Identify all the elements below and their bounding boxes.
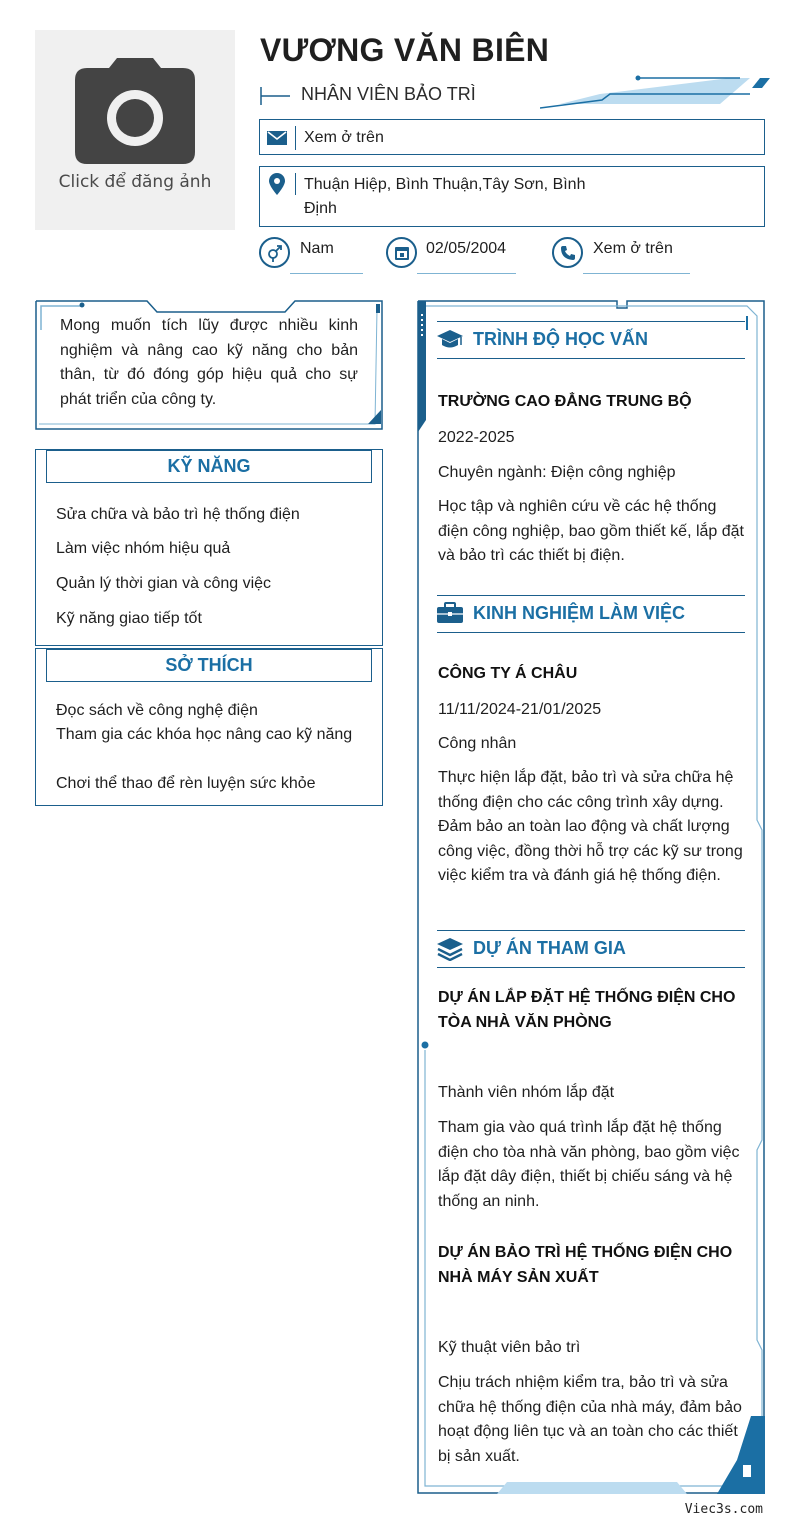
hobby-item: Đọc sách về công nghệ điện bbox=[56, 702, 258, 719]
photo-placeholder[interactable] bbox=[35, 30, 235, 230]
camera-icon bbox=[75, 58, 195, 164]
experience-position: Công nhân bbox=[438, 735, 517, 752]
graduation-cap-icon bbox=[437, 328, 463, 350]
map-pin-icon bbox=[269, 173, 285, 195]
objective-box bbox=[35, 300, 383, 430]
experience-heading bbox=[437, 595, 745, 633]
calendar-icon bbox=[386, 237, 417, 268]
experience-description: Thực hiện lắp đặt, bảo trì và sửa chữa hệ thống điện cho các công trình xây dựng. Đảm bảo an toàn lao động và chất lượng công việc, đồng thời hỗ trợ các kỹ sư trong việc kiểm tra và đánh giá hệ thống điện. bbox=[438, 769, 743, 885]
education-title: TRÌNH ĐỘ HỌC VẤN bbox=[473, 329, 648, 349]
address-line-2: Định bbox=[304, 200, 337, 217]
header-decoration bbox=[540, 74, 770, 114]
education-heading bbox=[437, 321, 745, 359]
objective-text: Mong muốn tích lũy được nhiều kinh nghiệm và nâng cao kỹ năng cho bản thân, từ đó đóng góp hiệu quả cho sự phát triển của công ty. bbox=[60, 317, 358, 408]
gender-icon bbox=[259, 237, 290, 268]
phone-icon bbox=[552, 237, 583, 268]
layers-icon bbox=[437, 937, 463, 961]
briefcase-icon bbox=[437, 602, 463, 624]
hobbies-title: SỞ THÍCH bbox=[46, 649, 372, 682]
birthday-value: 02/05/2004 bbox=[426, 240, 507, 257]
education-major: Chuyên ngành: Điện công nghiệp bbox=[438, 464, 676, 481]
experience-company: CÔNG TY Á CHÂU bbox=[438, 665, 578, 682]
experience-period: 11/11/2024-21/01/2025 bbox=[438, 701, 602, 718]
skill-item: Sửa chữa và bảo trì hệ thống điện bbox=[56, 506, 300, 523]
hobby-item: Tham gia các khóa học nâng cao kỹ năng bbox=[56, 726, 353, 743]
project-name: DỰ ÁN BẢO TRÌ HỆ THỐNG ĐIỆN CHO NHÀ MÁY SẢN XUẤT bbox=[438, 1244, 733, 1286]
email-row bbox=[259, 119, 765, 155]
hobbies-section bbox=[35, 648, 383, 806]
project-description: Tham gia vào quá trình lắp đặt hệ thống điện cho tòa nhà văn phòng, bao gồm việc lắp đặt dây điện, thiết bị chiếu sáng và hệ thống an ninh. bbox=[438, 1119, 740, 1210]
project-name: DỰ ÁN LẮP ĐẶT HỆ THỐNG ĐIỆN CHO TÒA NHÀ VĂN PHÒNG bbox=[438, 989, 736, 1031]
gender-value: Nam bbox=[300, 240, 334, 257]
project-description: Chịu trách nhiệm kiểm tra, bảo trì và sửa chữa hệ thống điện của nhà máy, đảm bảo hoạt động liên tục và an toàn cho các thiết bị sản xuất. bbox=[438, 1374, 742, 1465]
address-line-1: Thuận Hiệp, Bình Thuận,Tây Sơn, Bình bbox=[304, 176, 586, 193]
phone-value: Xem ở trên bbox=[593, 240, 673, 257]
address-row bbox=[259, 166, 765, 227]
job-title: NHÂN VIÊN BẢO TRÌ bbox=[301, 84, 476, 104]
education-description: Học tập và nghiên cứu về các hệ thống điện công nghiệp, bao gồm thiết kế, lắp đặt và bảo trì các thiết bị điện. bbox=[438, 498, 744, 565]
education-period: 2022-2025 bbox=[438, 429, 515, 446]
project-role: Kỹ thuật viên bảo trì bbox=[438, 1339, 581, 1356]
projects-heading bbox=[437, 930, 745, 968]
skills-title: KỸ NĂNG bbox=[46, 450, 372, 483]
experience-title: KINH NGHIỆM LÀM VIỆC bbox=[473, 603, 686, 623]
photo-caption: Click để đăng ảnh bbox=[58, 172, 212, 192]
footer-brand: Viec3s.com bbox=[684, 1502, 763, 1517]
skill-item: Làm việc nhóm hiệu quả bbox=[56, 540, 231, 557]
skills-section bbox=[35, 449, 383, 646]
candidate-name: VƯƠNG VĂN BIÊN bbox=[260, 32, 550, 68]
project-role: Thành viên nhóm lắp đặt bbox=[438, 1084, 615, 1101]
projects-title: DỰ ÁN THAM GIA bbox=[473, 938, 626, 958]
email-value: Xem ở trên bbox=[304, 129, 384, 146]
envelope-icon bbox=[267, 131, 287, 145]
title-line-decoration bbox=[260, 86, 290, 106]
hobby-item: Chơi thể thao để rèn luyện sức khỏe bbox=[56, 775, 316, 792]
skill-item: Quản lý thời gian và công việc bbox=[56, 575, 272, 592]
skill-item: Kỹ năng giao tiếp tốt bbox=[56, 610, 202, 627]
education-school: TRƯỜNG CAO ĐẲNG TRUNG BỘ bbox=[438, 393, 692, 410]
